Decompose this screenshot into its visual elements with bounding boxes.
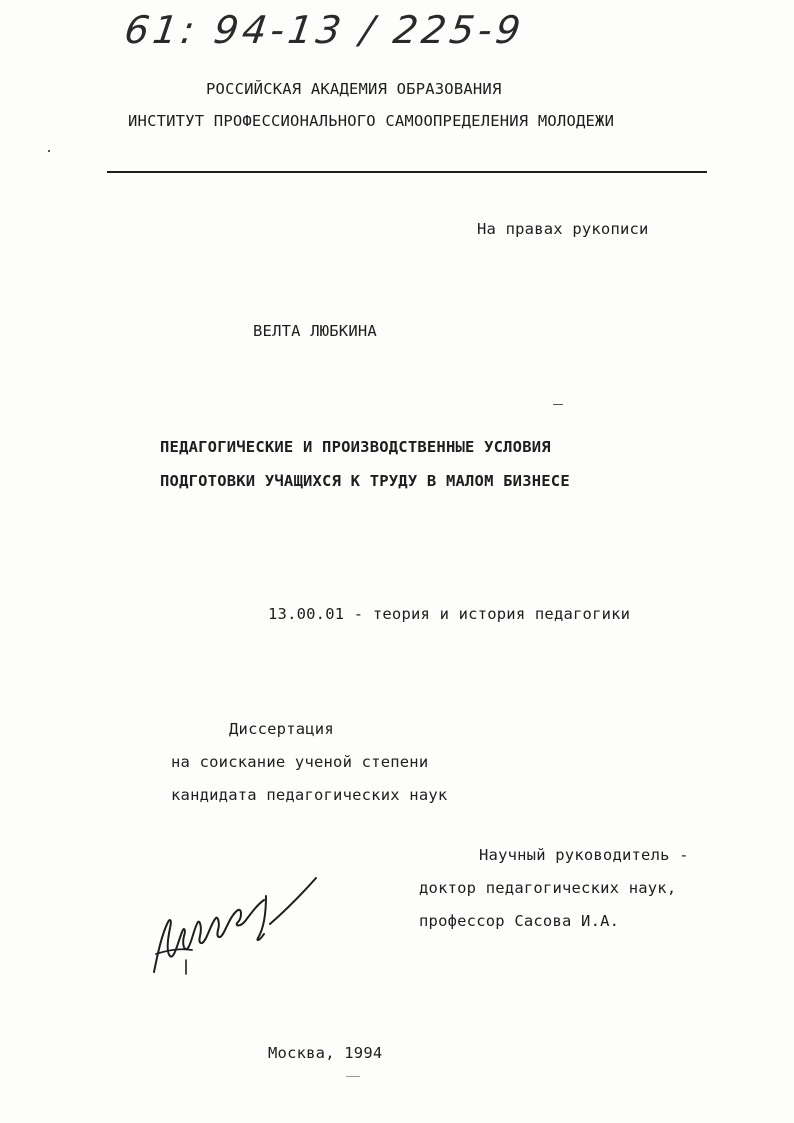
header-academy: РОССИЙСКАЯ АКАДЕМИЯ ОБРАЗОВАНИЯ bbox=[206, 80, 502, 98]
supervisor-label: Научный руководитель - bbox=[479, 846, 689, 864]
header-institute: ИНСТИТУТ ПРОФЕССИОНАЛЬНОГО САМООПРЕДЕЛЕНИЯ МОЛОДЕЖИ bbox=[128, 112, 615, 130]
supervisor-degree: доктор педагогических наук, bbox=[419, 879, 677, 897]
dissertation-field: кандидата педагогических наук bbox=[171, 786, 448, 804]
scan-speck bbox=[48, 150, 50, 152]
dissertation-degree: на соискание ученой степени bbox=[171, 753, 429, 771]
rights-note: На правах рукописи bbox=[477, 220, 649, 238]
supervisor-name: профессор Сасова И.А. bbox=[419, 912, 620, 930]
dissertation-title-line1: ПЕДАГОГИЧЕСКИЕ И ПРОИЗВОДСТВЕННЫЕ УСЛОВИЯ bbox=[160, 438, 551, 456]
author-name: ВЕЛТА ЛЮБКИНА bbox=[253, 322, 377, 340]
scan-speck bbox=[346, 1076, 360, 1077]
place-and-year: Москва, 1994 bbox=[268, 1044, 383, 1062]
header-divider bbox=[107, 171, 707, 173]
archive-number: 61: 94-13 / 225-9 bbox=[121, 8, 528, 52]
specialty-code: 13.00.01 - теория и история педагогики bbox=[268, 605, 631, 623]
scan-speck bbox=[553, 404, 563, 405]
author-signature bbox=[148, 872, 323, 982]
dissertation-label: Диссертация bbox=[229, 720, 334, 738]
dissertation-title-line2: ПОДГОТОВКИ УЧАЩИХСЯ К ТРУДУ В МАЛОМ БИЗНЕСЕ bbox=[160, 472, 570, 490]
